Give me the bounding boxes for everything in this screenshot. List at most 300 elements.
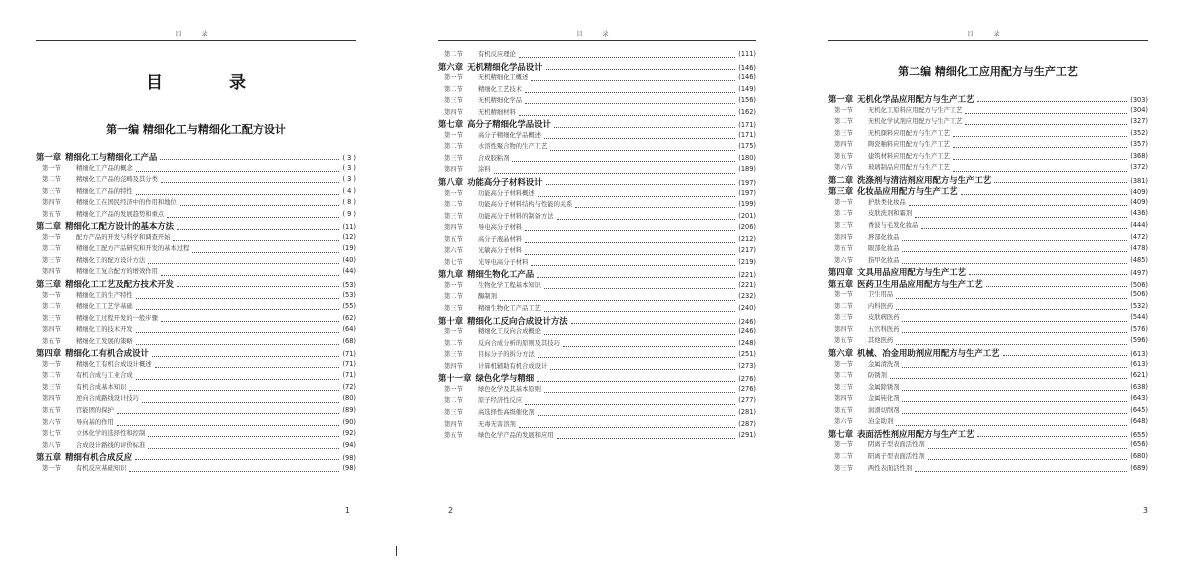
toc-section-entry (828, 232, 1148, 244)
dot-leader (519, 109, 735, 116)
entry-label: 第二节 (444, 339, 463, 347)
entry-label: 第三节 (834, 314, 853, 322)
entry-label: 第五节 (444, 235, 463, 243)
dot-leader (554, 121, 735, 128)
toc-section-entry (828, 289, 1148, 301)
entry-page: (62) (342, 313, 356, 322)
entry-page: (199) (738, 200, 756, 209)
entry-page: (146) (738, 73, 756, 82)
dot-leader (177, 223, 339, 230)
entry-label: 第三节 (834, 383, 853, 391)
entry-title: 功能高分子材料设计 (467, 177, 543, 188)
entry-title: 有机反应理论 (478, 51, 516, 58)
entry-title: 金属清洗剂 (868, 360, 900, 368)
entry-label: 第四节 (834, 233, 853, 241)
entry-title: 有机合成与工业合成 (76, 372, 133, 380)
dot-leader (1003, 349, 1128, 356)
entry-title: 无机精细化工概述 (478, 74, 529, 82)
toc-section-entry (438, 199, 756, 211)
entry-label: 第四节 (444, 224, 463, 232)
toc-chapter-entry (36, 278, 356, 290)
entry-title: 护肤类化妆品 (868, 198, 906, 206)
entry-page: (444) (1130, 221, 1148, 230)
entry-title: 无机化学品应用配方与生产工艺 (857, 94, 975, 104)
entry-label: 第一节 (834, 291, 853, 299)
toc-section-entry (828, 439, 1148, 451)
dot-leader (909, 199, 1127, 206)
toc-chapter-entry (438, 315, 756, 327)
toc-section-entry (36, 209, 356, 221)
entry-label: 第二节 (834, 118, 853, 126)
entry-title: 卫生用品 (868, 291, 894, 299)
entry-title: 高分子液晶材料 (478, 235, 523, 243)
entry-page: (304) (1130, 105, 1148, 114)
entry-label: 第六节 (834, 256, 853, 264)
entry-title: 金属钝化剂 (868, 395, 900, 403)
entry-label: 第三节 (834, 222, 853, 230)
dot-leader (161, 176, 340, 183)
entry-page: (645) (1130, 405, 1148, 414)
entry-page: (189) (738, 165, 756, 174)
entry-page: (246) (738, 327, 756, 336)
dot-leader (544, 132, 735, 139)
toc-section-entry (828, 151, 1148, 163)
entry-page: (180) (738, 153, 756, 162)
entry-title: 唇部化妆品 (868, 233, 900, 241)
entry-page: (276) (738, 375, 756, 384)
entry-page: (206) (738, 223, 756, 232)
toc-section-entry (36, 440, 356, 452)
entry-title: 防锈剂 (868, 372, 887, 380)
entry-label: 第一节 (444, 385, 463, 393)
entry-label: 第十一章 (438, 373, 472, 384)
entry-title: 高分子精细化学品概述 (478, 131, 541, 139)
entry-label: 第二节 (834, 210, 853, 218)
entry-page: (655) (1130, 430, 1148, 439)
page-number: 3 (1142, 506, 1148, 515)
entry-label: 第一节 (444, 131, 463, 139)
entry-label: 第五章 (36, 452, 62, 463)
entry-page: (212) (738, 234, 756, 243)
entry-label: 第二节 (834, 372, 853, 380)
entry-page: (273) (738, 361, 756, 370)
entry-page: (72) (342, 382, 356, 391)
toc-section-entry (828, 197, 1148, 209)
entry-label: 第三章 (36, 279, 62, 290)
entry-page: (248) (738, 338, 756, 347)
entry-page: (251) (738, 350, 756, 359)
entry-title: 导向基的作用 (76, 418, 114, 426)
part-title: 第一编 精细化工与精细化工配方设计 (106, 123, 286, 136)
entry-page: (276) (738, 384, 756, 393)
dot-leader (494, 167, 736, 174)
entry-label: 第一节 (42, 360, 61, 368)
toc-section-entry (438, 257, 756, 269)
entry-label: 第三节 (42, 256, 61, 264)
entry-page: (478) (1130, 244, 1148, 253)
toc-section-entry (36, 428, 356, 440)
dot-leader (519, 51, 735, 58)
dot-leader (155, 361, 340, 368)
toc-section-entry (828, 416, 1148, 428)
dot-leader (977, 430, 1127, 437)
entry-label: 第一章 (36, 152, 62, 162)
toc-section-entry (36, 370, 356, 382)
toc-section-entry (36, 417, 356, 429)
entry-title: 精细化工产品的概念 (76, 164, 133, 172)
dot-leader (902, 234, 1127, 241)
entry-title: 皮肤病医药 (868, 314, 900, 322)
entry-page: (71) (342, 350, 356, 359)
entry-page: (98) (342, 454, 356, 463)
toc-page-2 (438, 0, 756, 561)
entry-label: 第一节 (834, 441, 853, 449)
toc-section-entry (828, 382, 1148, 394)
dot-leader (531, 74, 735, 81)
dot-leader (525, 398, 735, 405)
entry-title: 其他医药 (868, 337, 894, 345)
dot-leader (544, 282, 735, 289)
entry-label: 第二节 (444, 397, 463, 405)
toc-section-entry (438, 49, 756, 61)
page-number: 2 (448, 506, 454, 515)
toc-chapter-entry (828, 278, 1148, 290)
dot-leader (148, 257, 339, 264)
dot-leader (953, 165, 1127, 172)
entry-label: 第三章 (828, 186, 854, 197)
toc-section-entry (828, 359, 1148, 371)
entry-title: 有机反应基础知识 (76, 464, 127, 472)
dot-leader (986, 280, 1128, 287)
entry-title: 无毒无害溶剂 (478, 420, 516, 428)
dot-leader (902, 326, 1127, 333)
entry-label: 第五节 (444, 432, 463, 440)
entry-page: (291) (738, 431, 756, 440)
entry-page: (53) (342, 290, 356, 299)
toc-list (438, 49, 756, 442)
entry-title: 陶瓷釉料应用配方与生产工艺 (868, 141, 950, 149)
dot-leader (161, 269, 340, 276)
toc-section-entry (828, 243, 1148, 255)
dot-leader (575, 201, 735, 208)
entry-page: (171) (738, 121, 756, 130)
entry-page: (19) (342, 244, 356, 253)
running-head: 目 录 (175, 31, 217, 38)
toc-section-entry (438, 234, 756, 246)
part-title: 第二编 精细化工应用配方与生产工艺 (898, 65, 1078, 78)
toc-section-entry (828, 162, 1148, 174)
toc-section-entry (828, 335, 1148, 347)
entry-label: 第一节 (42, 233, 61, 241)
entry-title: 合成设计路线的评价标准 (76, 441, 146, 449)
entry-label: 第五节 (42, 210, 61, 218)
toc-section-entry (438, 280, 756, 292)
dot-leader (160, 153, 339, 160)
toc-section-entry (828, 116, 1148, 128)
entry-title: 化妆品应用配方与生产工艺 (857, 186, 958, 197)
entry-title: 绿色化学及其基本原则 (478, 385, 541, 393)
entry-page: (485) (1130, 255, 1148, 264)
dot-leader (136, 303, 340, 310)
toc-section-entry (438, 95, 756, 107)
entry-label: 第三节 (444, 351, 463, 359)
entry-label: 第三节 (42, 314, 61, 322)
entry-label: 第四章 (828, 267, 854, 278)
entry-title: 精细生物化工产品 (467, 269, 535, 280)
entry-label: 第三节 (42, 383, 61, 391)
entry-label: 第三节 (834, 464, 853, 472)
entry-page: (613) (1130, 350, 1148, 359)
entry-label: 第八节 (42, 441, 61, 449)
entry-page: (576) (1130, 324, 1148, 333)
entry-title: 精细化工的配方设计方法 (76, 256, 146, 264)
toc-section-entry (438, 188, 756, 200)
toc-section-entry (828, 128, 1148, 140)
entry-title: 逆向合成路线设计技巧 (76, 395, 139, 403)
entry-page: (12) (342, 232, 356, 241)
toc-section-entry (438, 211, 756, 223)
dot-leader (953, 153, 1127, 160)
dot-leader (117, 419, 340, 426)
toc-section-entry (438, 72, 756, 84)
entry-title: 原子经济性反应 (478, 397, 523, 405)
entry-title: 精细化工产品的特性 (76, 187, 133, 195)
entry-title: 精细化工的技术开发 (76, 326, 133, 334)
dot-leader (896, 419, 1127, 426)
dot-leader (896, 303, 1127, 310)
entry-label: 第四节 (42, 326, 61, 334)
dot-leader (142, 396, 339, 403)
entry-title: 精细化工配方产品研究和开发的基本过程 (76, 245, 190, 253)
entry-page: (197) (738, 188, 756, 197)
entry-label: 第二节 (42, 176, 61, 184)
dot-leader (961, 188, 1128, 195)
entry-title: 官能团的保护 (76, 407, 114, 415)
dot-leader (525, 224, 735, 231)
entry-label: 第一节 (42, 291, 61, 299)
toc-section-entry (36, 359, 356, 371)
entry-label: 第一节 (834, 106, 853, 114)
dot-leader (902, 361, 1127, 368)
entry-label: 第三节 (834, 129, 853, 137)
entry-label: 第七节 (444, 258, 463, 266)
entry-label: 第四节 (834, 325, 853, 333)
entry-page: (287) (738, 419, 756, 428)
header-rule (828, 40, 1148, 41)
dot-leader (563, 340, 735, 347)
entry-title: 高分子精细化学品设计 (467, 119, 551, 130)
dot-leader (902, 407, 1127, 414)
entry-page: (357) (1130, 140, 1148, 149)
entry-title: 精细化工复合配方的增效作用 (76, 268, 158, 276)
entry-title: 配方产品的开发与科学和调查开始 (76, 233, 171, 241)
dot-leader (953, 141, 1127, 148)
entry-page: (171) (738, 130, 756, 139)
entry-page: (53) (342, 281, 356, 290)
entry-page: (648) (1130, 417, 1148, 426)
page-number: 1 (344, 506, 350, 515)
entry-page: (71) (342, 371, 356, 380)
dot-leader (537, 375, 735, 382)
entry-page: (11) (342, 223, 356, 232)
entry-label: 第七节 (42, 430, 61, 438)
dot-leader (546, 178, 736, 185)
toc-chapter-entry (36, 451, 356, 463)
entry-page: (372) (1130, 163, 1148, 172)
entry-page: (156) (738, 96, 756, 105)
dot-leader (544, 305, 735, 312)
entry-page: (643) (1130, 394, 1148, 403)
main-title: 目 录 (146, 73, 276, 93)
toc-section-entry (438, 419, 756, 431)
entry-title: 皮肤洗剂和霜剂 (868, 210, 913, 218)
gutter-mark (396, 546, 397, 556)
entry-label: 第四节 (42, 268, 61, 276)
entry-label: 第六节 (444, 247, 463, 255)
entry-label: 第一节 (444, 281, 463, 289)
entry-page: (409) (1130, 188, 1148, 197)
entry-page: (613) (1130, 359, 1148, 368)
toc-section-entry (828, 220, 1148, 232)
entry-page: (621) (1130, 371, 1148, 380)
entry-label: 第二节 (444, 143, 463, 151)
entry-page: (327) (1130, 117, 1148, 126)
entry-title: 五官科医药 (868, 325, 900, 333)
entry-title: 阴离子型表面活性剂 (868, 441, 925, 449)
entry-page: ( 4 ) (342, 186, 356, 195)
entry-label: 第四节 (444, 362, 463, 370)
entry-label: 第五节 (834, 245, 853, 253)
entry-page: (656) (1130, 440, 1148, 449)
toc-section-entry (828, 105, 1148, 117)
dot-leader (129, 465, 339, 472)
entry-title: 光敏高分子材料 (478, 247, 523, 255)
toc-section-entry (36, 336, 356, 348)
entry-page: (92) (342, 429, 356, 438)
dot-leader (977, 95, 1127, 102)
entry-label: 第二节 (834, 452, 853, 460)
dot-leader (953, 130, 1127, 137)
toc-section-entry (36, 266, 356, 278)
entry-title: 精细化工在国民经济中的作用和地位 (76, 199, 177, 207)
entry-title: 精细生物化工产品工艺 (478, 305, 541, 313)
entry-title: 表面活性剂应用配方与生产工艺 (857, 428, 975, 439)
entry-title: 两性表面活性剂 (868, 464, 913, 472)
entry-label: 第三节 (444, 154, 463, 162)
dot-leader (148, 430, 339, 437)
entry-title: 香波与毛发化妆品 (868, 222, 919, 230)
entry-label: 第八章 (438, 177, 464, 188)
toc-section-entry (438, 222, 756, 234)
entry-label: 第一节 (834, 198, 853, 206)
entry-title: 生物化学工程基本知识 (478, 281, 541, 289)
toc-chapter-entry (438, 61, 756, 73)
entry-title: 光导电高分子材料 (478, 258, 529, 266)
entry-label: 第二节 (42, 303, 61, 311)
dot-leader (537, 271, 735, 278)
dot-leader (890, 372, 1127, 379)
entry-page: (638) (1130, 382, 1148, 391)
dot-leader (902, 257, 1127, 264)
entry-title: 精细化工有机合成设计 (65, 348, 149, 359)
toc-section-entry (828, 463, 1148, 475)
entry-page: (68) (342, 336, 356, 345)
toc-section-entry (438, 361, 756, 373)
entry-label: 第五节 (42, 337, 61, 345)
entry-page: (217) (738, 246, 756, 255)
entry-page: (246) (738, 317, 756, 326)
dot-leader (525, 248, 735, 255)
entry-title: 精细化工过程开发的一般步骤 (76, 314, 158, 322)
dot-leader (965, 118, 1127, 125)
dot-leader (902, 384, 1127, 391)
entry-title: 精细化工的生产特性 (76, 291, 133, 299)
dot-leader (135, 453, 339, 460)
dot-leader (544, 328, 735, 335)
toc-chapter-entry (828, 93, 1148, 105)
entry-title: 合成胶粘剂 (478, 154, 510, 162)
toc-section-entry (438, 153, 756, 165)
toc-section-entry (36, 186, 356, 198)
toc-section-entry (438, 384, 756, 396)
entry-page: (162) (738, 107, 756, 116)
dot-leader (136, 338, 340, 345)
dot-leader (148, 442, 339, 449)
entry-label: 第一节 (42, 464, 61, 472)
entry-page: (201) (738, 211, 756, 220)
toc-chapter-entry (36, 151, 356, 163)
toc-page-1 (36, 0, 356, 561)
entry-page: (64) (342, 325, 356, 334)
toc-section-entry (438, 107, 756, 119)
entry-title: 无机颜料应用配方与生产工艺 (868, 129, 950, 137)
toc-section-entry (828, 208, 1148, 220)
entry-title: 精细化工配方设计的基本方法 (65, 221, 174, 232)
entry-label: 第四章 (36, 348, 62, 359)
dot-leader (902, 315, 1127, 322)
toc-section-entry (438, 407, 756, 419)
entry-label: 第三节 (444, 212, 463, 220)
toc-section-entry (828, 324, 1148, 336)
dot-leader (531, 259, 735, 266)
entry-page: (146) (738, 63, 756, 72)
entry-title: 指甲化妆品 (868, 256, 900, 264)
entry-page: (197) (738, 179, 756, 188)
entry-title: 无机化学试剂应用配方与生产工艺 (868, 118, 963, 126)
dot-leader (161, 315, 340, 322)
dot-leader (538, 409, 736, 416)
toc-section-entry (828, 370, 1148, 382)
entry-label: 第四节 (42, 395, 61, 403)
toc-list (828, 93, 1148, 474)
dot-leader (525, 86, 735, 93)
toc-section-entry (438, 430, 756, 442)
entry-label: 第三节 (42, 187, 61, 195)
toc-section-entry (36, 393, 356, 405)
entry-label: 第四节 (444, 166, 463, 174)
toc-chapter-entry (36, 220, 356, 232)
entry-title: 功能高分子材料结构与性能的关系 (478, 201, 573, 209)
dot-leader (915, 465, 1127, 472)
entry-label: 第四节 (444, 108, 463, 116)
entry-page: (596) (1130, 336, 1148, 345)
entry-label: 第二节 (42, 245, 61, 253)
toc-chapter-entry (438, 176, 756, 188)
entry-title: 精细化工工艺学基础 (76, 303, 133, 311)
toc-section-entry (438, 303, 756, 315)
dot-leader (136, 188, 340, 195)
entry-title: 洗涤剂与清洁剂应用配方与生产工艺 (857, 174, 992, 185)
